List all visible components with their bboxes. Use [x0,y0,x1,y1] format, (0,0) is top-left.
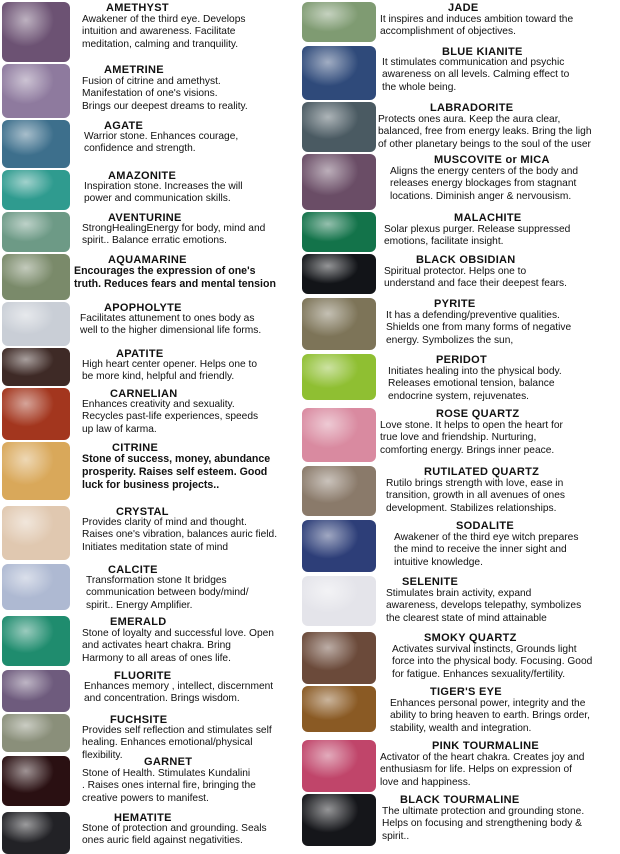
stone-title: AMAZONITE [108,170,177,182]
stone-title: MUSCOVITE or MICA [434,154,550,166]
stone-title: AMETHYST [106,2,169,14]
stone-description: Provides clarity of mind and thought. Raises one's vibration, balances auric field. Initiates meditation state of mind [82,517,278,553]
stone-description: Stimulates brain activity, expand awareness, develops telepathy, symbolizes the clearest state of mind attainable [386,588,582,624]
stone-title: AGATE [104,120,144,132]
stone-title: BLACK OBSIDIAN [416,254,516,266]
stone-description: Provides self reflection and stimulates self healing. Enhances emotional/physical flexibility. [82,725,272,761]
stone-title: CRYSTAL [116,506,169,518]
right-column [300,0,620,853]
left-column [0,0,310,853]
stone-image-rutilated-quartz [302,466,376,516]
stone-image-emerald [2,616,70,666]
stone-title: PYRITE [434,298,476,310]
stone-description: High heart center opener. Helps one to be more kind, helpful and friendly. [82,359,257,383]
stone-image-labradorite [302,102,376,152]
stone-description: Fusion of citrine and amethyst. Manifestation of one's visions. Brings our deepest dreams to reality. [82,76,248,112]
stone-title: BLACK TOURMALINE [400,794,520,806]
stone-description: Activator of the heart chakra. Creates joy and enthusiasm for life. Helps on expression of love and happiness. [380,752,585,788]
stone-description: Initiates healing into the physical body. Releases emotional tension, balance endocrine system, rejuvenates. [388,366,562,402]
stone-image-aquamarine [2,254,70,300]
stone-title: MALACHITE [454,212,522,224]
stone-title: SODALITE [456,520,515,532]
stone-title: CARNELIAN [110,388,178,400]
stone-description: Enhances creativity and sexuality. Recycles past-life experiences, speeds up law of karma. [82,399,259,435]
stone-title: GARNET [144,756,193,768]
stone-title: SMOKY QUARTZ [424,632,517,644]
stone-image-black-tourmaline [302,794,376,846]
stone-image-tiger-s-eye [302,686,376,732]
stone-description: Spiritual protector. Helps one to understand and face their deepest fears. [384,266,567,290]
stone-image-peridot [302,354,376,400]
stone-image-pink-tourmaline [302,740,376,792]
stone-description: Facilitates attunement to ones body as well to the higher dimensional life forms. [80,313,262,337]
stone-image-fuchsite [2,714,70,752]
stone-image-jade [302,2,376,42]
stone-description: It inspires and induces ambition toward the accomplishment of objectives. [380,14,574,38]
stone-description: Enhances personal power, integrity and the ability to bring heaven to earth. Brings order, stability, wealth and integration. [390,698,590,734]
stone-title: AMETRINE [104,64,164,76]
stone-description: Activates survival instincts, Grounds light force into the physical body. Focusing. Good for fatigue. Enhances sexuality/fertility. [392,644,593,680]
stone-image-black-obsidian [302,254,376,294]
stone-image-blue-kianite [302,46,376,100]
stone-image-garnet [2,756,70,806]
stone-title: EMERALD [110,616,167,628]
stone-image-aventurine [2,212,70,252]
stone-image-smoky-quartz [302,632,376,684]
stone-description: Aligns the energy centers of the body and releases energy blockages from stagnant locations. Diminish anger & nervousism. [390,166,579,202]
stone-title: FUCHSITE [110,714,168,726]
stone-image-rose-quartz [302,408,376,462]
stone-title: TIGER'S EYE [430,686,502,698]
stone-description: Protects ones aura. Keep the aura clear, balanced, free from energy leaks. Bring the ligh of other planetary beings to the soul of the user [378,114,592,150]
stone-image-apopholyte [2,302,70,346]
stone-image-amethyst [2,2,70,62]
stone-description: Love stone. It helps to open the heart for true love and friendship. Nurturing, comforting energy. Brings inner peace. [380,420,563,456]
stone-title: RUTILATED QUARTZ [424,466,540,478]
stone-image-muscovite-or-mica [302,154,376,210]
stone-title: PERIDOT [436,354,487,366]
stone-title: PINK TOURMALINE [432,740,539,752]
stone-title: APATITE [116,348,164,360]
stone-title: AVENTURINE [108,212,182,224]
stone-description: Transformation stone It bridges communication between body/mind/ spirit.. Energy Amplifier. [86,575,249,611]
stone-description: Solar plexus purger. Release suppressed emotions, facilitate insight. [384,224,571,248]
stone-title: JADE [448,2,479,14]
stone-description: It stimulates communication and psychic awareness on all levels. Calming effect to the whole being. [382,57,570,93]
stone-image-citrine [2,442,70,500]
stone-title: AQUAMARINE [108,254,187,266]
stone-image-selenite [302,576,376,626]
stone-image-pyrite [302,298,376,350]
stone-title: BLUE KIANITE [442,46,523,58]
stone-image-agate [2,120,70,168]
stone-title: CALCITE [108,564,158,576]
stone-description: The ultimate protection and grounding stone. Helps on focusing and strengthening body & spirit.. [382,806,585,842]
stone-description: Stone of protection and grounding. Seals ones auric field against negativities. [82,823,267,847]
stone-image-hematite [2,812,70,854]
stone-description: It has a defending/preventive qualities. Shields one from many forms of negative energy. Symbolizes the sun, [386,310,572,346]
stone-image-malachite [302,212,376,252]
stone-description: Stone of success, money, abundance prosperity. Raises self esteem. Good luck for business projects.. [82,453,271,491]
stone-image-carnelian [2,388,70,440]
stone-image-crystal [2,506,70,560]
stone-title: CITRINE [112,442,159,454]
stone-description: Enhances memory , intellect, discernment and concentration. Brings wisdom. [84,681,274,705]
stone-title: LABRADORITE [430,102,514,114]
stone-description: Stone of loyalty and successful love. Open and activates heart chakra. Bring Harmony to all areas of ones life. [82,628,274,664]
stone-description: Awakener of the third eye. Develops intuition and awareness. Facilitate meditation, calming and tranquility. [82,14,246,50]
stone-description: Stone of Health. Stimulates Kundalini . Raises ones internal fire, bringing the creative powers to manifest. [82,768,256,804]
stone-title: FLUORITE [114,670,172,682]
stone-image-apatite [2,348,70,386]
stone-description: StrongHealingEnergy for body, mind and spirit.. Balance erratic emotions. [82,223,266,247]
stone-title: APOPHOLYTE [104,302,182,314]
stone-description: Warrior stone. Enhances courage, confidence and strength. [84,131,239,155]
stone-description: Encourages the expression of one's truth. Reduces fears and mental tension [74,265,276,290]
stone-image-amazonite [2,170,70,210]
stone-description: Awakener of the third eye witch prepares the mind to receive the inner sight and intuitive knowledge. [394,532,579,568]
stone-image-sodalite [302,520,376,572]
stone-description: Rutilo brings strength with love, ease in transition, growth in all avenues of ones development. Stabilizes relationships. [386,478,565,514]
stone-title: HEMATITE [114,812,172,824]
stone-image-ametrine [2,64,70,118]
stone-image-calcite [2,564,70,610]
stone-description: Inspiration stone. Increases the will power and communication skills. [84,181,243,205]
stone-title: ROSE QUARTZ [436,408,520,420]
stone-title: SELENITE [402,576,459,588]
stone-image-fluorite [2,670,70,712]
